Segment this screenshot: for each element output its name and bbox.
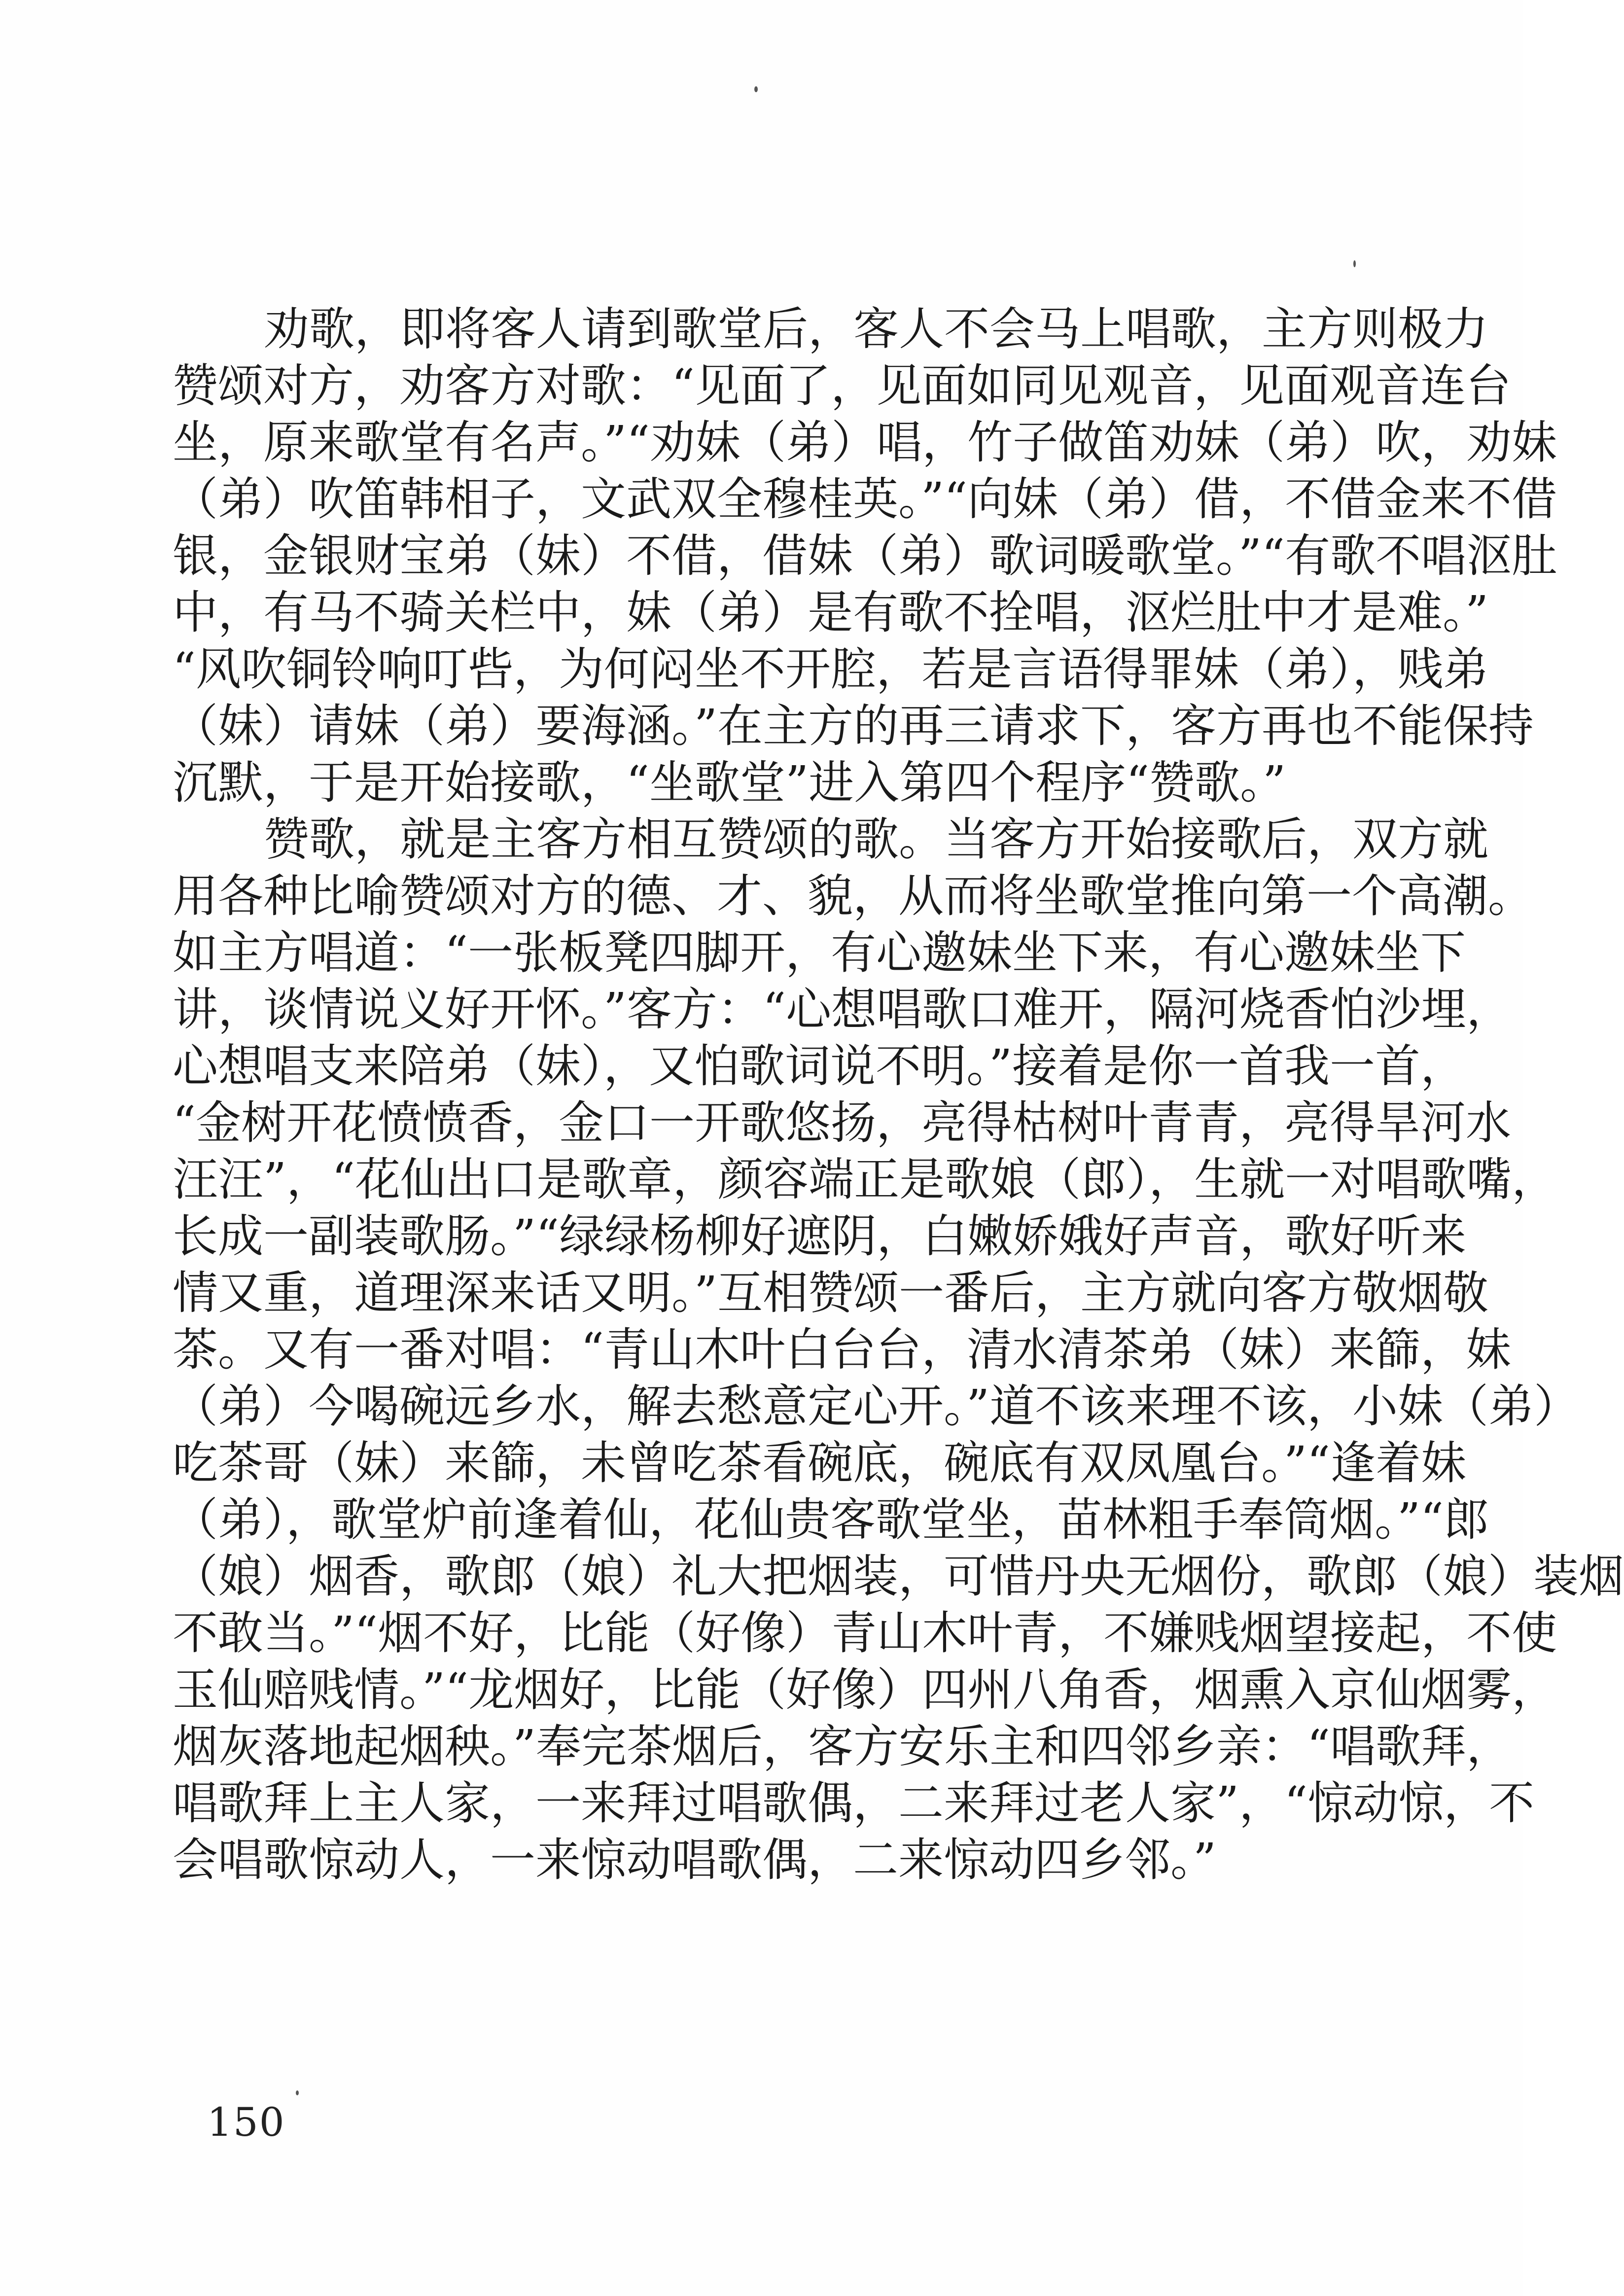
text-line: 茶。又有一番对唱：“青山木叶白台台，清水清茶弟（妹）来篩，妹 xyxy=(173,1323,1512,1376)
text-line: 如主方唱道：“一张板凳四脚开，有心邀妹坐下来，有心邀妹坐下 xyxy=(173,926,1466,979)
text-line: 情又重，道理深来话又明。”互相赞颂一番后，主方就向客方敬烟敬 xyxy=(173,1267,1489,1319)
text-line: （娘）烟香，歌郎（娘）礼大把烟装，可惜丹央无烟份，歌郎（娘）装烟 xyxy=(173,1550,1624,1603)
text-line: （弟）吹笛韩相子，文武双全穆桂英。”“向妹（弟）借，不借金来不借 xyxy=(173,473,1557,526)
text-line: 不敢当。”“烟不好，比能（好像）青山木叶青，不嫌贱烟望接起，不使 xyxy=(173,1607,1557,1660)
scan-speck xyxy=(754,86,758,92)
text-line: 长成一副装歌肠。”“绿绿杨柳好遮阴，白嫩娇娥好声音，歌好听来 xyxy=(173,1210,1467,1263)
text-line: 银，金银财宝弟（妹）不借，借妹（弟）歌词暖歌堂。”“有歌不唱沤肚 xyxy=(173,530,1557,582)
text-line: 唱歌拜上主人家，一来拜过唱歌偶，二来拜过老人家”，“惊动惊，不 xyxy=(173,1777,1535,1830)
body-text xyxy=(173,301,1624,1888)
text-line: 用各种比喻赞颂对方的德、才、貌，从而将坐歌堂推向第一个高潮。 xyxy=(173,870,1534,922)
text-line: 会唱歌惊动人，一来惊动唱歌偶，二来惊动四乡邻。” xyxy=(173,1834,1217,1886)
text-line: 中，有马不骑关栏中，妹（弟）是有歌不拴唱，沤烂肚中才是难。” xyxy=(173,586,1489,639)
text-line: 讲，谈情说义好开怀。”客方：“心想唱歌口难开，隔河烧香怕沙埋， xyxy=(173,983,1512,1036)
text-line: （弟），歌堂炉前逢着仙，花仙贵客歌堂坐，苗林粗手奉筒烟。”“郎 xyxy=(173,1493,1489,1546)
text-line: “金树开花愤愤香，金口一开歌悠扬，亮得枯树叶青青，亮得旱河水 xyxy=(173,1096,1512,1149)
text-line: 沉默，于是开始接歌，“坐歌堂”进入第四个程序“赞歌。” xyxy=(173,756,1286,809)
text-line: （弟）今喝碗远乡水，解去愁意定心开。”道不该来理不该，小妹（弟） xyxy=(173,1380,1580,1433)
text-line: （妹）请妹（弟）要海涵。”在主方的再三请求下，客方再也不能保持 xyxy=(173,700,1534,752)
page-number: 150 xyxy=(207,2099,285,2145)
text-line: 汪汪”，“花仙出口是歌章，颜容端正是歌娘（郎），生就一对唱歌嘴， xyxy=(173,1153,1557,1206)
text-line: 心想唱支来陪弟（妹），又怕歌词说不明。”接着是你一首我一首， xyxy=(173,1040,1466,1093)
scan-speck xyxy=(1353,260,1356,267)
text-line: 烟灰落地起烟秧。”奉完茶烟后，客方安乐主和四邻乡亲：“唱歌拜， xyxy=(173,1720,1512,1773)
text-line: 玉仙赔贱情。”“龙烟好，比能（好像）四州八角香，烟熏入京仙烟雾， xyxy=(173,1663,1557,1716)
text-line: “风吹铜铃响叮呰，为何闷坐不开腔，若是言语得罪妹（弟），贱弟 xyxy=(173,643,1489,696)
text-line: 赞颂对方，劝客方对歌：“见面了，见面如同见观音，见面观音连台 xyxy=(173,359,1512,412)
text-line: 坐，原来歌堂有名声。”“劝妹（弟）唱，竹子做笛劝妹（弟）吹，劝妹 xyxy=(173,416,1557,469)
text-line: 吃茶哥（妹）来篩，未曾吃茶看碗底，碗底有双凤凰台。”“逢着妹 xyxy=(173,1437,1467,1489)
text-line: 赞歌，就是主客方相互赞颂的歌。当客方开始接歌后，双方就 xyxy=(264,813,1489,866)
text-line: 劝歌，即将客人请到歌堂后，客人不会马上唱歌，主方则极力 xyxy=(264,303,1489,355)
scan-speck xyxy=(296,2090,299,2095)
